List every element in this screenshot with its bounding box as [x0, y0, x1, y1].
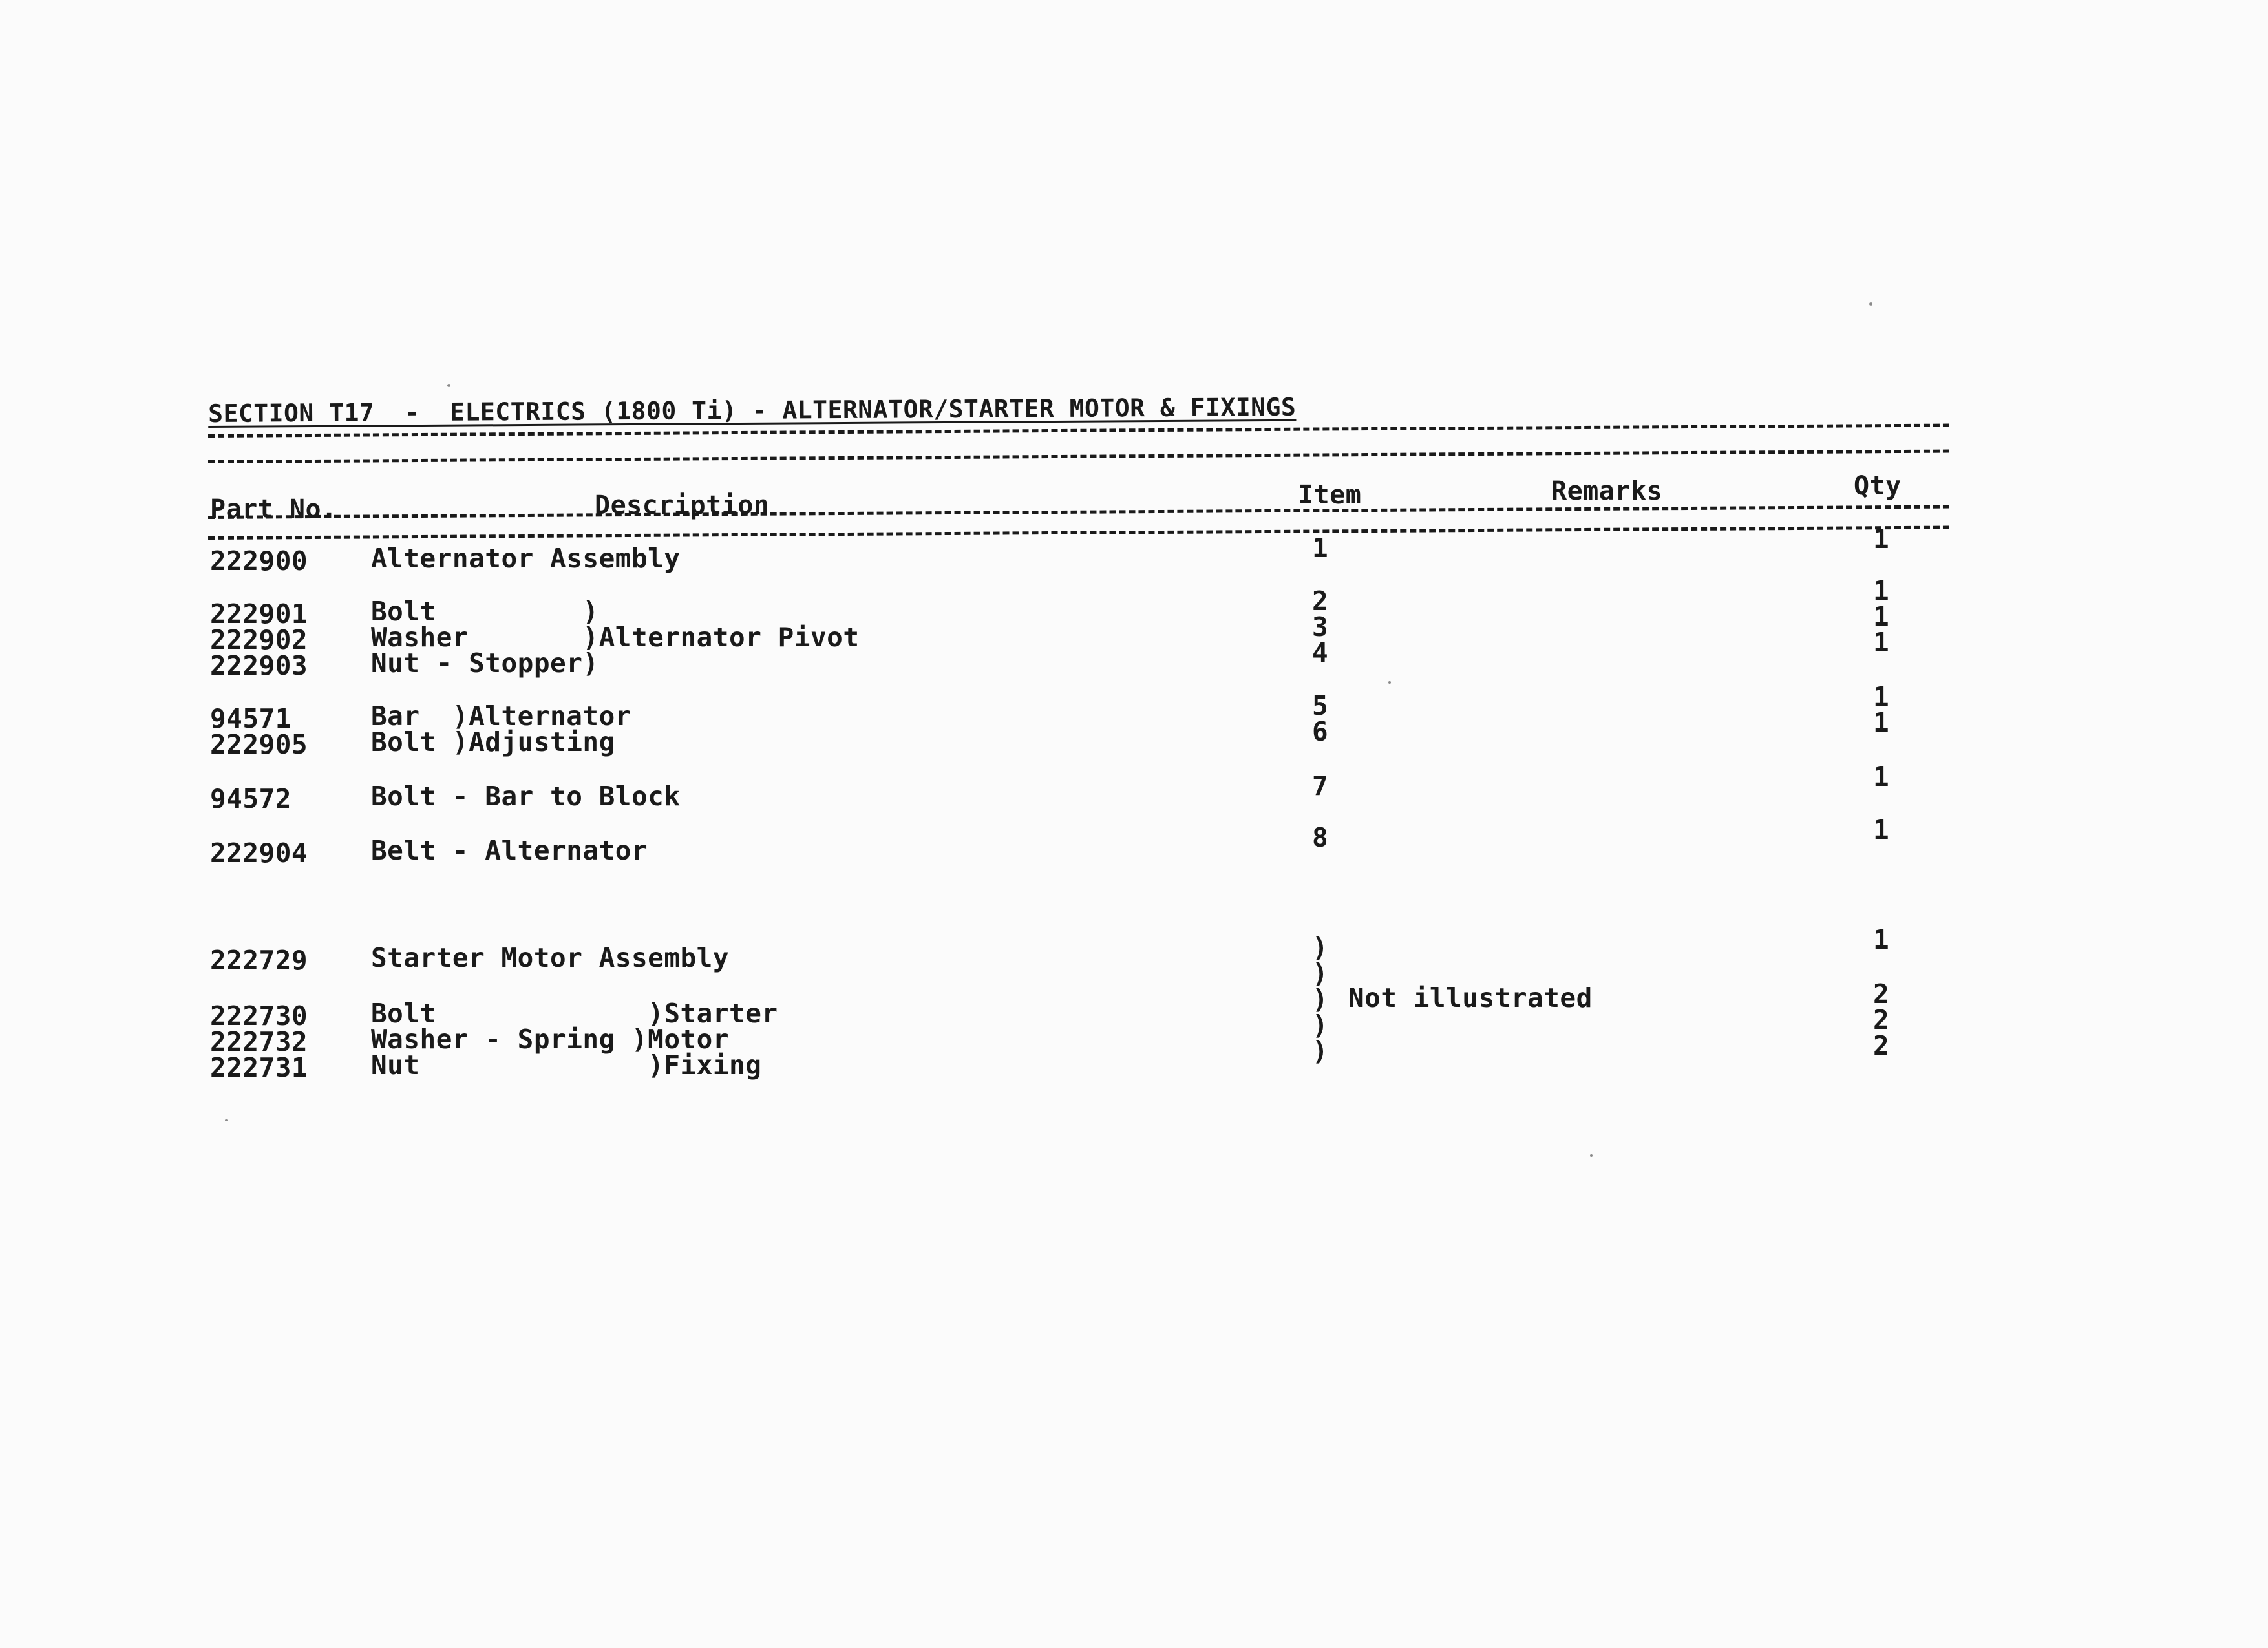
header-description: Description	[595, 491, 770, 520]
scan-speck	[1590, 1154, 1593, 1157]
bracket-mark: )	[1312, 932, 1329, 963]
row-description: Bar )Alternator	[371, 701, 631, 732]
row-item: 2	[1312, 586, 1329, 617]
row-part-no: 222730	[210, 1000, 308, 1031]
row-part-no: 222732	[210, 1026, 308, 1057]
row-qty: 1	[1873, 814, 1890, 845]
header-rule-2	[208, 526, 1949, 540]
row-qty: 1	[1873, 575, 1890, 606]
header-part-no: Part No.	[210, 494, 337, 524]
row-part-no: 222731	[210, 1052, 308, 1083]
row-qty: 1	[1873, 601, 1890, 632]
row-part-no: 94571	[210, 703, 291, 734]
scan-speck	[447, 384, 450, 387]
header-item: Item	[1298, 480, 1362, 510]
row-description: Bolt - Bar to Block	[371, 781, 681, 812]
row-qty: 1	[1873, 761, 1890, 792]
row-qty: 1	[1873, 523, 1890, 555]
bracket-mark: )	[1312, 958, 1329, 989]
row-description: Washer - Spring )Motor	[371, 1024, 730, 1055]
row-description: Nut - Stopper)	[371, 648, 599, 679]
row-description: Alternator Assembly	[371, 543, 681, 574]
row-description: Bolt )Starter	[371, 998, 778, 1029]
header-qty: Qty	[1854, 471, 1902, 501]
row-part-no: 222729	[210, 945, 308, 976]
header-remarks: Remarks	[1551, 476, 1663, 506]
row-description: Bolt )Adjusting	[371, 726, 615, 757]
row-item: 8	[1312, 822, 1329, 853]
row-part-no: 94572	[210, 783, 291, 814]
row-qty: 1	[1873, 707, 1890, 738]
row-qty: 2	[1873, 1004, 1890, 1035]
row-description: Bolt )	[371, 596, 599, 627]
scan-speck	[1388, 681, 1391, 684]
row-description: Belt - Alternator	[371, 835, 648, 866]
scan-speck	[225, 1119, 228, 1121]
row-item: 7	[1312, 770, 1329, 801]
row-qty: 1	[1873, 681, 1890, 712]
row-description: Washer )Alternator Pivot	[371, 622, 860, 653]
row-qty: 1	[1873, 924, 1890, 955]
row-qty: 2	[1873, 1030, 1890, 1061]
scan-speck	[1869, 302, 1872, 306]
row-qty: 1	[1873, 627, 1890, 658]
bracket-mark: )	[1312, 1035, 1329, 1066]
row-item: 4	[1312, 637, 1329, 668]
row-part-no: 222902	[210, 624, 308, 655]
row-qty: 2	[1873, 978, 1890, 1009]
title-rule-2	[208, 450, 1949, 463]
row-part-no: 222905	[210, 729, 308, 760]
row-item: 1	[1312, 533, 1329, 564]
row-item: 3	[1312, 611, 1329, 642]
bracket-mark: )	[1312, 1009, 1329, 1041]
row-part-no: 222901	[210, 598, 308, 629]
row-part-no: 222904	[210, 838, 308, 869]
row-item: 5	[1312, 690, 1329, 721]
row-item: 6	[1312, 716, 1329, 747]
bracket-mark: )	[1312, 984, 1329, 1015]
remark-not-illustrated: Not illustrated	[1348, 982, 1593, 1013]
row-description: Starter Motor Assembly	[371, 942, 730, 973]
header-rule	[208, 505, 1949, 519]
section-title: SECTION T17 - ELECTRICS (1800 Ti) - ALTERNATOR/STARTER MOTOR & FIXINGS	[207, 392, 1297, 428]
row-part-no: 222903	[210, 650, 308, 681]
row-part-no: 222900	[210, 545, 308, 576]
row-description: Nut )Fixing	[371, 1050, 762, 1081]
